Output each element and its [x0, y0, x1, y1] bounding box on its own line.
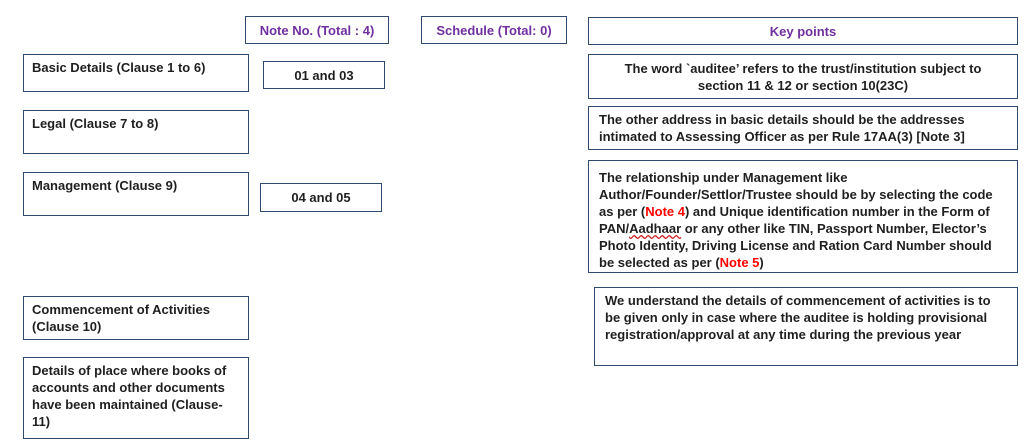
- clause-books-of-accounts: [23, 357, 249, 439]
- text-segment: ) and Unique identification number in the Form of PAN/: [599, 204, 990, 236]
- note-number-management: [260, 183, 382, 212]
- note-4-reference: Note 4: [645, 204, 685, 219]
- key-point-text: The other address in basic details should be the addresses intimated to Assessing Officer as per Rule 17AA(3) [Note 3]: [599, 112, 965, 144]
- note-number-basic-details: [263, 61, 385, 89]
- key-point-commencement: [594, 287, 1018, 366]
- clause-label: Management (Clause 9): [32, 178, 178, 193]
- note-number-label: 01 and 03: [294, 67, 354, 83]
- clause-label: Basic Details (Clause 1 to 6): [32, 60, 206, 75]
- clause-basic-details: [23, 54, 249, 92]
- key-point-text: The word `auditee’ refers to the trust/institution subject to section 11 & 12 or section 10(23C): [624, 60, 982, 93]
- key-point-management: [588, 160, 1018, 273]
- clause-label: Details of place where books of accounts and other documents have been maintained (Clause-11): [32, 363, 227, 429]
- note-number-header: [245, 16, 389, 44]
- clause-commencement: [23, 296, 249, 340]
- text-segment: The relationship under Management like Author/Founder/Settlor/Trustee should be by selecting the code as per (: [599, 170, 993, 219]
- text-segment: ): [759, 255, 764, 270]
- text-segment: or any other like TIN, Passport Number, Elector’s Photo Identity, Driving License and Ration Card Number should be selected as per (: [599, 221, 992, 270]
- spellcheck-underlined-word: Aadhaar: [629, 221, 682, 236]
- key-point-text: We understand the details of commencement of activities is to be given only in case where the auditee is holding provisional registration/approval at any time during the previous year: [605, 293, 991, 342]
- key-points-header: [588, 17, 1018, 45]
- schedule-header-label: Schedule (Total: 0): [436, 22, 552, 38]
- key-point-auditee: [588, 54, 1018, 99]
- key-points-header-label: Key points: [769, 23, 837, 39]
- note-number-header-label: Note No. (Total : 4): [259, 22, 375, 38]
- schedule-header: [421, 16, 567, 44]
- note-number-label: 04 and 05: [291, 190, 351, 205]
- clause-legal: [23, 110, 249, 154]
- clause-management: [23, 172, 249, 216]
- note-5-reference: Note 5: [719, 255, 760, 270]
- clause-label: Commencement of Activities (Clause 10): [32, 302, 210, 334]
- key-point-other-address: [588, 106, 1018, 150]
- key-point-text: [599, 170, 993, 270]
- clause-label: Legal (Clause 7 to 8): [32, 116, 159, 131]
